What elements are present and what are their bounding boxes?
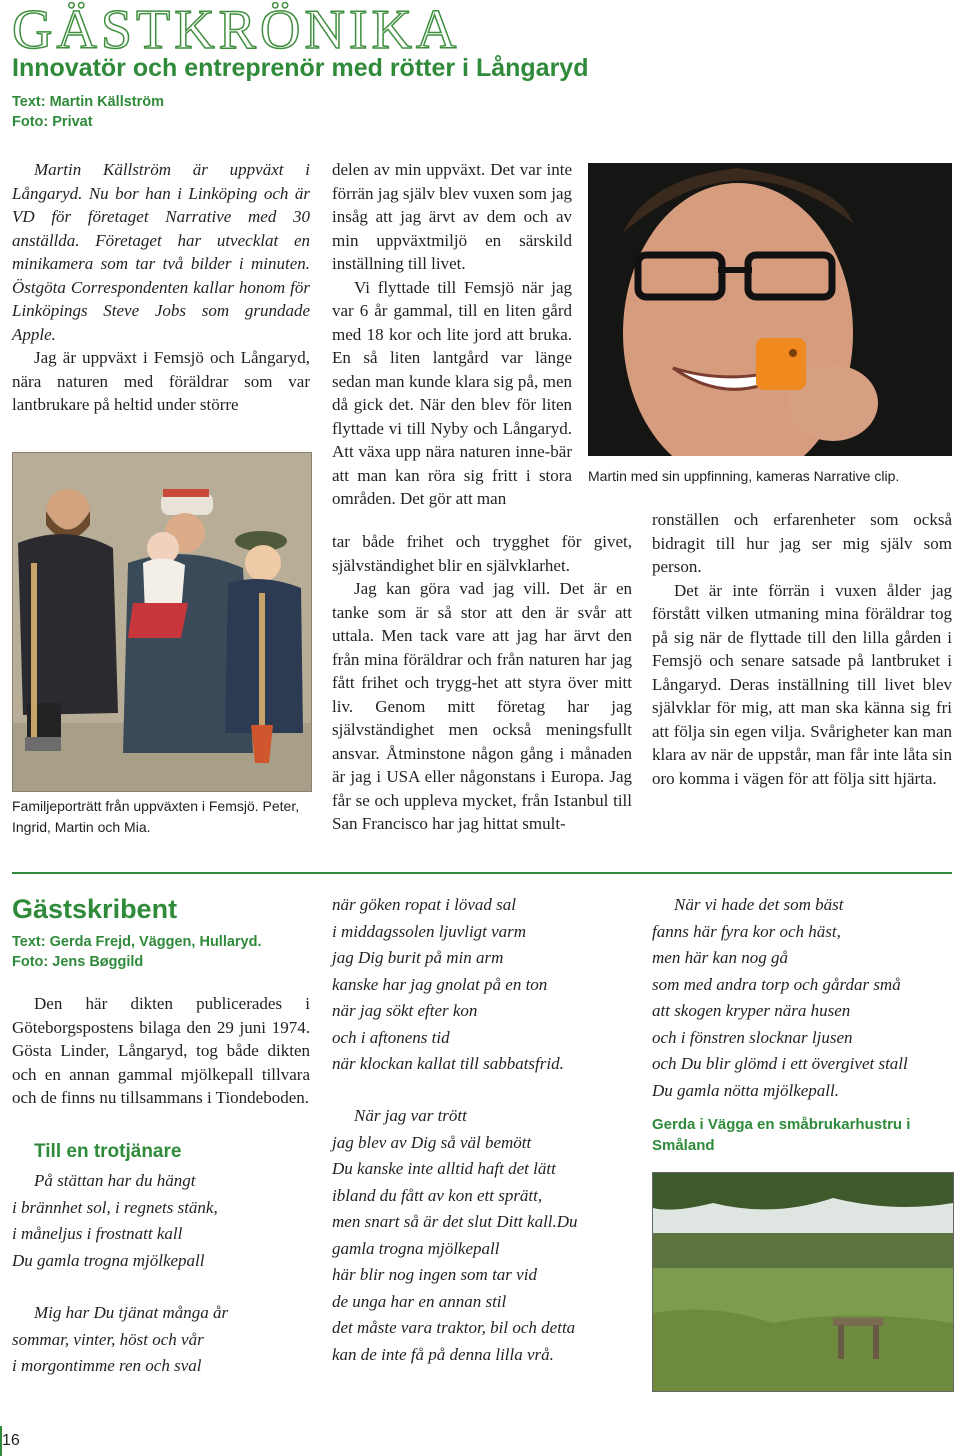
body-paragraph: delen av min uppväxt. Det var inte förrän jag själv blev vuxen som jag insåg att jag ärvt av dem och av min uppväxtmiljö en särskild inställning till livet. <box>332 160 572 273</box>
poem-column-2-stanza-2 <box>332 1103 632 1368</box>
family-portrait-photo <box>12 452 312 792</box>
poem-line: i morgontimme ren och sval <box>12 1356 202 1375</box>
poem-column-2-stanza-1 <box>332 892 632 1078</box>
article-column-2a <box>332 158 572 511</box>
section-kicker: GÄSTKRÖNIKA <box>12 0 461 61</box>
poem-line: kan de inte få på denna lilla vrå. <box>332 1344 554 1364</box>
guest-text-credit: Text: Gerda Frejd, Väggen, Hullaryd. <box>12 934 262 950</box>
poem-line: men snart så är det slut Ditt kall.Du <box>332 1212 578 1231</box>
poem-line: när jag sökt efter kon <box>332 1001 478 1020</box>
body-paragraph: Jag kan göra vad jag vill. Det är en tanke som är så stor att den är svår att uttala. Men tack vare att jag har ärvt den från mina föräldrar och från naturen har jag fått frihet och trygg-het att styra över mitt liv. Genom mitt företag har jag självständighet men också meningsfullt ansvar. Åtminstone någon gång i månaden är jag i USA eller någonstans i Europa. Jag får se och uppleva mycket, från Istanbul till San Francisco har jag hittat smult- <box>332 579 632 833</box>
poem-line: men här kan nog gå <box>652 948 788 967</box>
poem-column-1-stanza-1 <box>12 1168 310 1274</box>
family-photo-caption: Familjeporträtt från uppväxten i Femsjö. Peter, Ingrid, Martin och Mia. <box>12 798 300 835</box>
body-paragraph: tar både frihet och trygghet för givet, självständighet blir en självklarhet. <box>332 532 632 575</box>
poem-line: det måste vara traktor, bil och detta <box>332 1318 576 1337</box>
martin-portrait-illustration <box>588 163 952 456</box>
poem-line: När jag var trött <box>354 1106 467 1125</box>
poem-line: jag blev av Dig så väl bemött <box>332 1132 532 1152</box>
martin-portrait-photo <box>588 163 952 456</box>
martin-photo-caption: Martin med sin uppfinning, kameras Narrative clip. <box>588 468 900 484</box>
pasture-stool-photo <box>652 1172 954 1392</box>
guest-section-title: Gästskribent <box>12 894 178 924</box>
guest-photo-credit: Foto: Jens Bøggild <box>12 954 144 970</box>
poem-line: i middagssolen ljuvligt varm <box>332 921 527 941</box>
poem-line: På stättan har du hängt <box>34 1171 196 1190</box>
poem-line: att skogen kryper nära husen <box>652 1001 851 1020</box>
poem-line: jag Dig burit på min arm <box>332 948 504 967</box>
poem-line: Mig har Du tjänat många år <box>34 1303 229 1322</box>
poem-line: Du gamla trogna mjölkepall <box>12 1250 205 1270</box>
body-paragraph: ronställen och erfarenheter som också bidragit till hur jag ser mig själv som person. <box>652 510 952 576</box>
poem-line: Du kanske inte alltid haft det lätt <box>332 1159 556 1178</box>
poem-line: i måneljus i frostnatt kall <box>12 1224 183 1243</box>
photo-credit: Foto: Privat <box>12 114 93 130</box>
poem-line: när klockan kallat till sabbatsfrid. <box>332 1054 564 1073</box>
poem-column-1-stanza-2 <box>12 1300 310 1380</box>
poem-line: och i fönstren slocknar ljusen <box>652 1027 853 1047</box>
body-paragraph: Det är inte förrän i vuxen ålder jag förstått vilken utmaning mina föräldrar tog på sig när de flyttade till den lilla gården i Femsjö och senare satsade på lantbruket i Långaryd. Deras inställning till livet blev självklar för mig, att man ska känna sig fri att följa sin egen vilja. Svårigheter kan man klara av när de uppstår, man får inte låta sin oro komma i vägen för att följa sitt hjärta. <box>652 580 952 788</box>
poem-line: fanns här fyra kor och häst, <box>652 921 841 941</box>
poem-line: här blir nog ingen som tar vid <box>332 1265 537 1284</box>
pasture-illustration <box>653 1173 953 1391</box>
poem-signature: Gerda i Vägga en småbrukarhustru i Småland <box>652 1116 911 1154</box>
body-paragraph: Jag är uppväxt i Femsjö och Långaryd, nära naturen med föräldrar som var lantbrukare på heltid under större <box>12 348 310 414</box>
guest-intro-paragraph: Den här dikten publicerades i Göteborgspostens bilaga den 29 juni 1974. Gösta Linder, Långaryd, tog både dikten och en annan gammal mjölkepall tillvara och de finns nu tillsammans i Tiondeboden. <box>12 994 310 1107</box>
poem-title: Till en trotjänare <box>34 1141 182 1162</box>
article-column-3 <box>652 508 952 790</box>
poem-line: Du gamla nötta mjölkepall. <box>652 1080 839 1100</box>
article-column-2b <box>332 530 632 836</box>
poem-line: som med andra torp och gårdar små <box>652 974 901 994</box>
poem-line: när göken ropat i lövad sal <box>332 895 516 914</box>
family-portrait-illustration <box>13 453 311 791</box>
guest-intro <box>12 992 310 1110</box>
article-headline: Innovatör och entreprenör med rötter i Långaryd <box>12 54 589 82</box>
poem-line: gamla trogna mjölkepall <box>332 1238 500 1258</box>
poem-column-3 <box>652 892 952 1104</box>
poem-line: de unga har en annan stil <box>332 1291 507 1311</box>
poem-line: i brännhet sol, i regnets stänk, <box>12 1197 218 1217</box>
section-divider <box>12 872 952 874</box>
poem-line: När vi hade det som bäst <box>674 895 844 914</box>
page-number: 16 <box>2 1432 20 1449</box>
intro-paragraph: Martin Källström är uppväxt i Långaryd. Nu bor han i Linköping och är VD för företaget Narrative med 30 anställda. Företaget har utvecklat en minikamera som tar två bilder i minuten. Östgöta Correspondenten kallar honom för Linköpings Steve Jobs som grundade Apple. <box>12 160 310 344</box>
poem-line: och i aftonens tid <box>332 1027 450 1047</box>
poem-line: och Du blir glömd i ett övergivet stall <box>652 1054 908 1073</box>
poem-line: kanske har jag gnolat på en ton <box>332 974 548 994</box>
poem-line: sommar, vinter, höst och vår <box>12 1329 204 1349</box>
body-paragraph: Vi flyttade till Femsjö när jag var 6 år gammal, till en liten gård med 18 kor och lite jord att bruka. En så liten lantgård var länge sedan man kunde klara sig på, men då gick det. När den blev för liten flyttade vi till Nyby och Långaryd. Att växa upp nära naturen inne-bär att man kan röra sig fritt i stora områden. Det gör att man <box>332 277 572 508</box>
article-column-1 <box>12 158 310 417</box>
poem-line: ibland du fått av kon ett sprätt, <box>332 1185 543 1205</box>
text-credit: Text: Martin Källström <box>12 94 165 110</box>
